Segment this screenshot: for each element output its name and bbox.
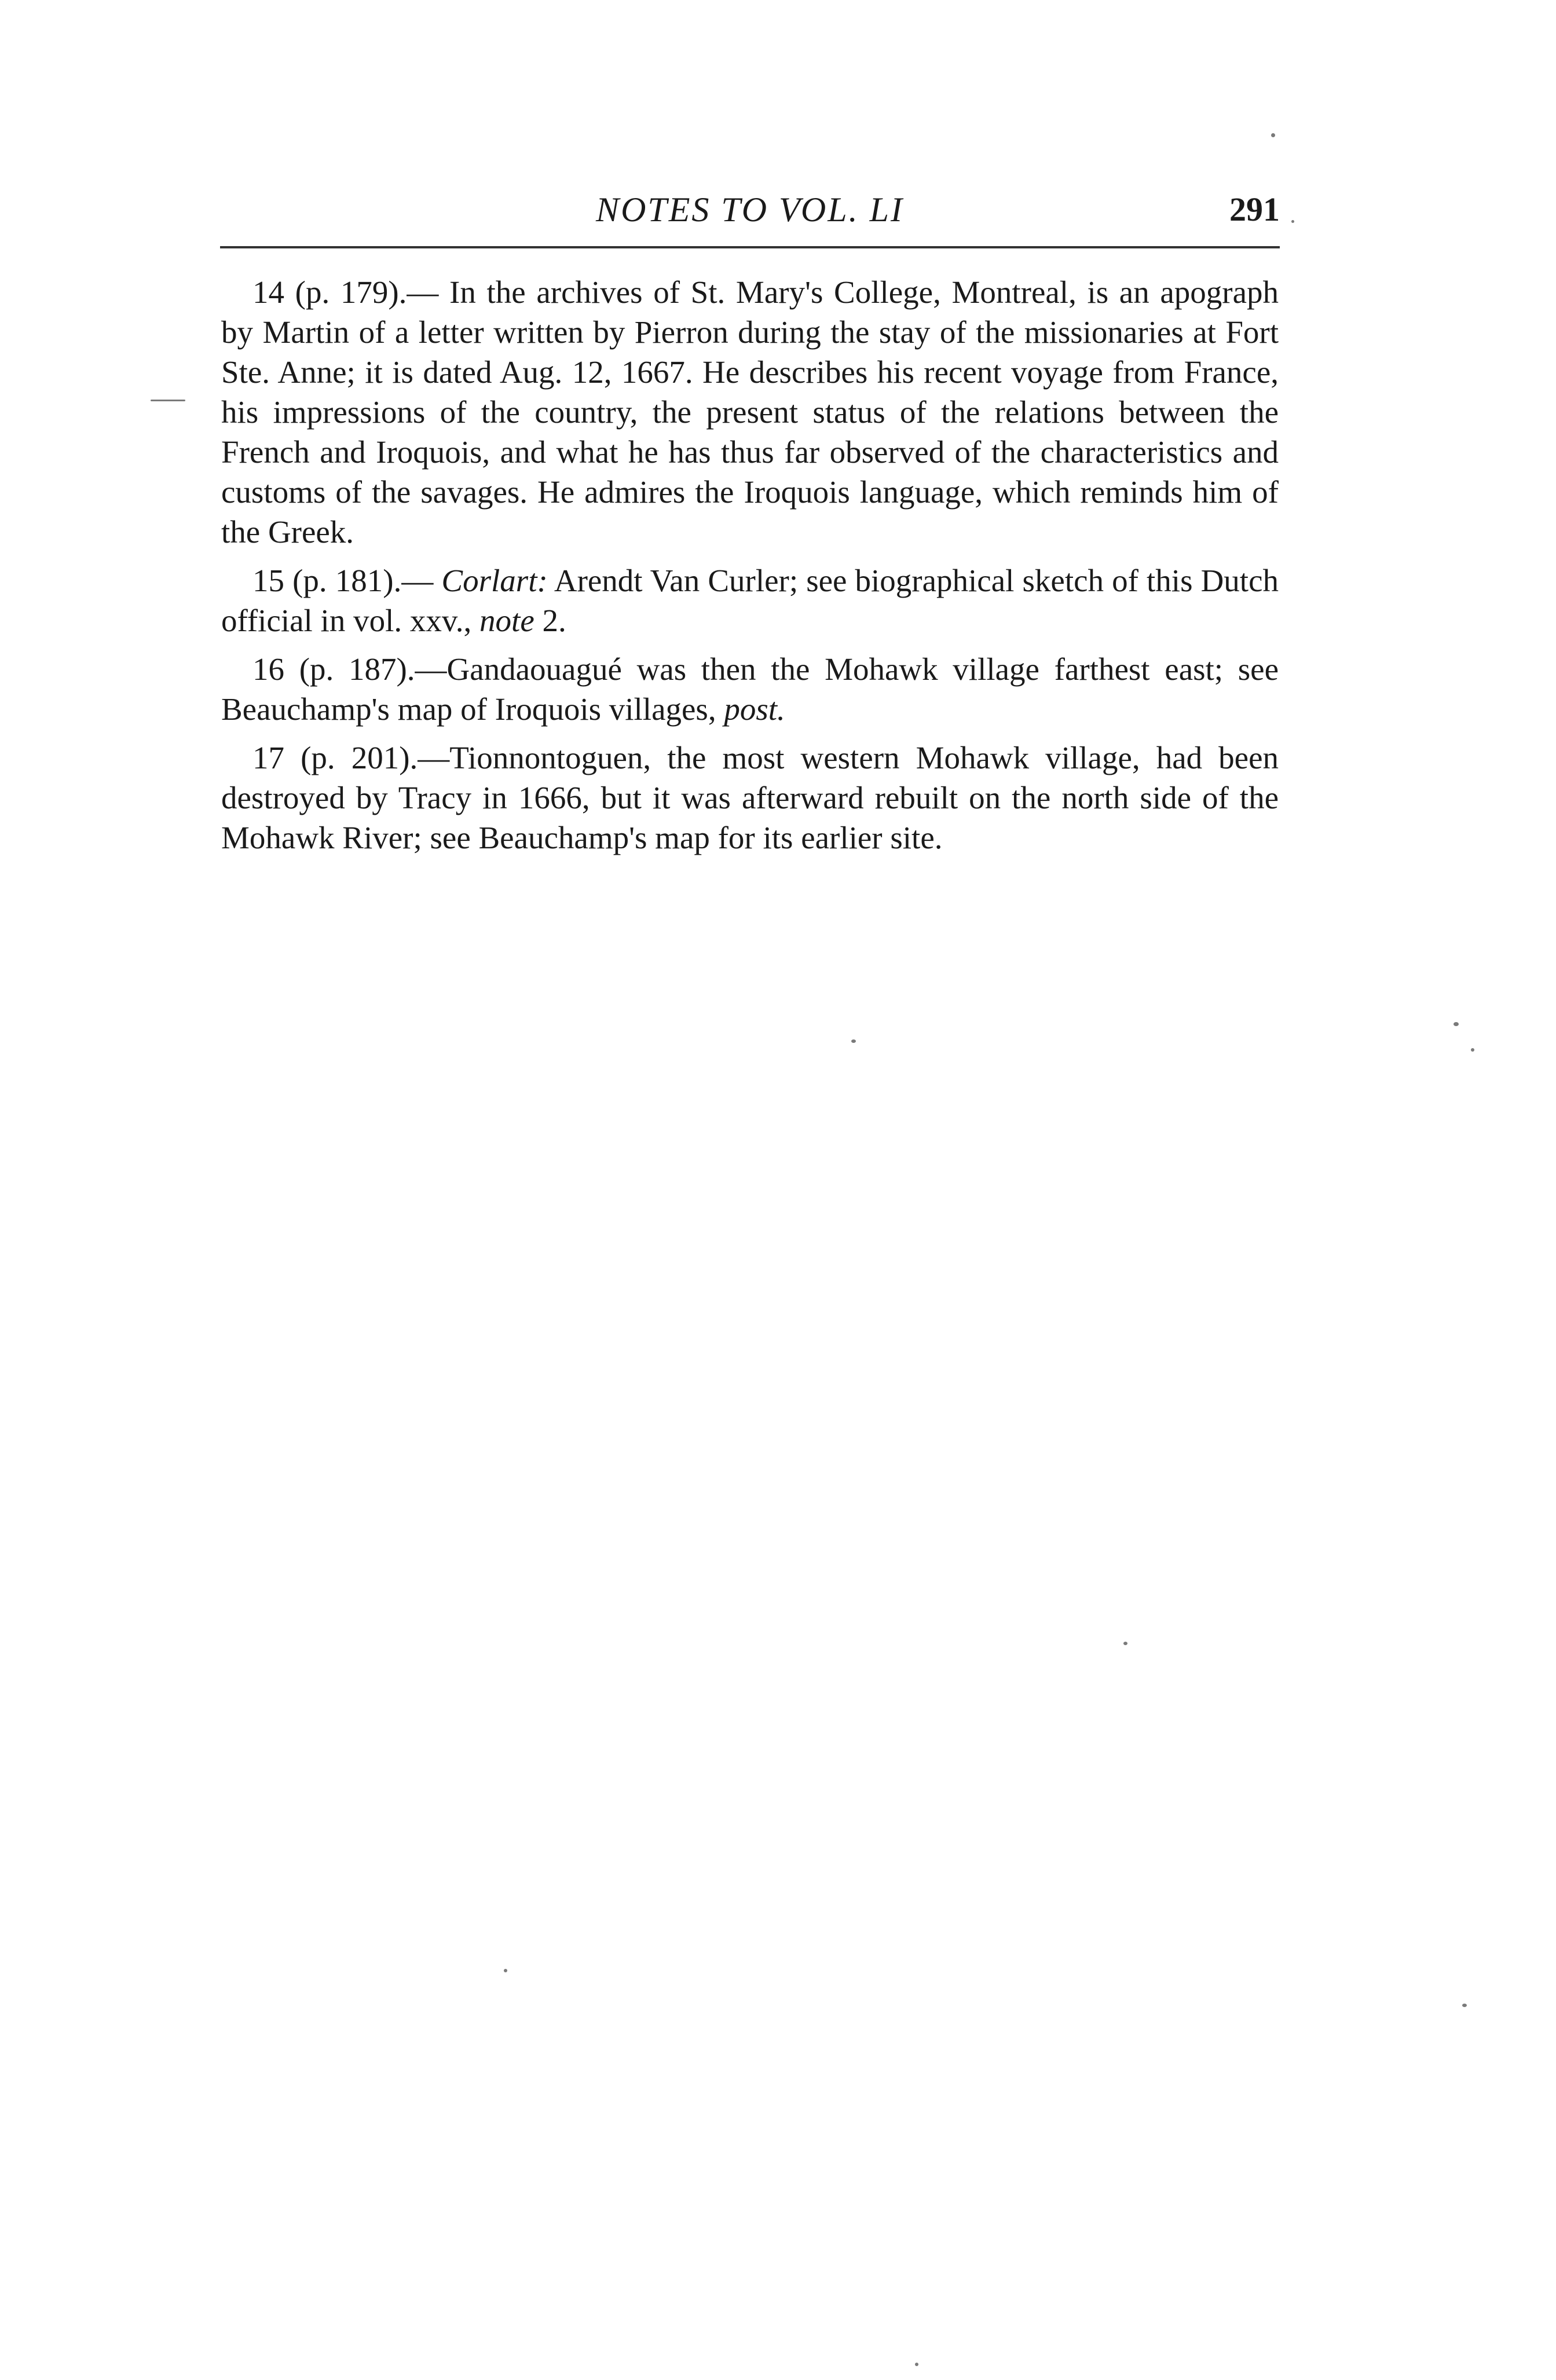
- note-14: [221, 272, 1279, 552]
- note-16: [221, 649, 1279, 729]
- running-title: NOTES TO VOL. LI: [596, 191, 904, 229]
- scan-speck: [1123, 1642, 1127, 1645]
- scan-speck: [1271, 133, 1275, 137]
- note-text: 15 (p. 181).—: [252, 563, 442, 598]
- scan-speck: [851, 1039, 856, 1043]
- scan-speck: [1462, 2004, 1467, 2007]
- scan-speck: [915, 2363, 918, 2366]
- note-17: [221, 738, 1279, 858]
- note-text: 17 (p. 201).—Tionnontoguen, the most western Mohawk village, had been destroyed by Tracy in 1666, but it was afterward rebuilt on the north side of the Mohawk River; see Beauchamp's map for its earlier site.: [221, 740, 1279, 855]
- scan-speck: [1291, 220, 1294, 223]
- note-text: Arendt Van Curler; see biographical sketch of this Dutch official in vol. xxv.,: [221, 563, 1279, 638]
- scan-speck: [151, 400, 185, 401]
- note-text: 16 (p. 187).—Gandaouagué was then the Mohawk village farthest east; see Beauchamp's map of Iroquois villages,: [221, 651, 1279, 727]
- note-text-italic: post.: [724, 691, 785, 727]
- note-text: 14 (p. 179).— In the archives of St. Mary's College, Montreal, is an apograph by Martin of a letter written by Pierron during the stay of the missionaries at Fort Ste. Anne; it is dated Aug. 12, 1667. He describes his recent voyage from France, his impressions of the country, the present status of the relations between the French and Iroquois, and what he has thus far observed of the characteristics and customs of the savages. He admires the Iroquois language, which reminds him of the Greek.: [221, 274, 1279, 550]
- scan-speck: [1454, 1022, 1459, 1026]
- note-15: [221, 561, 1279, 640]
- note-text: 2.: [534, 603, 566, 638]
- note-text-italic: note: [479, 603, 534, 638]
- scan-speck: [1471, 1048, 1474, 1052]
- notes-list: [221, 272, 1279, 866]
- page-header: [220, 186, 1280, 250]
- page-number: 291: [1229, 191, 1280, 228]
- note-text-italic: Corlart:: [441, 563, 548, 598]
- scan-speck: [504, 1969, 507, 1972]
- header-rule: [220, 246, 1280, 248]
